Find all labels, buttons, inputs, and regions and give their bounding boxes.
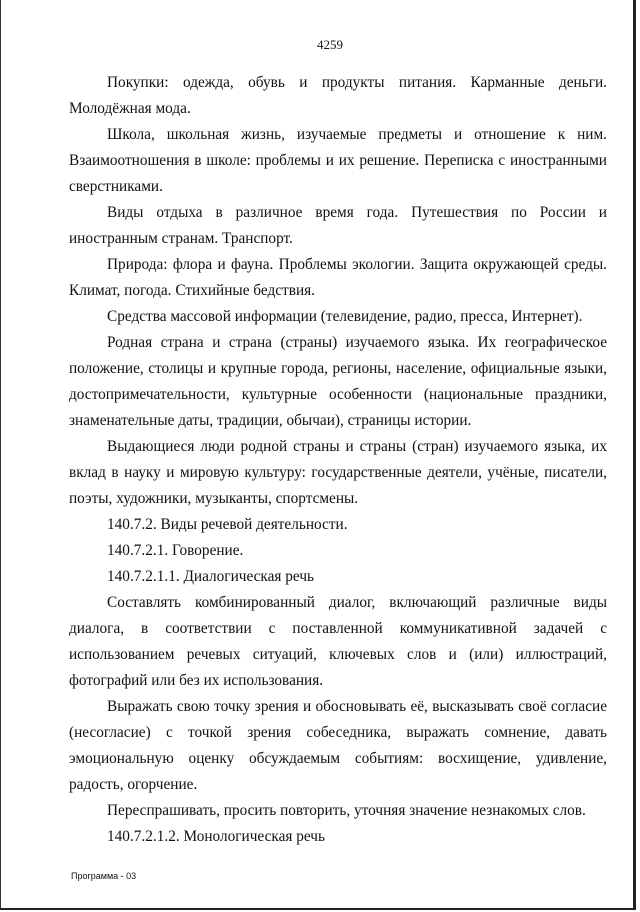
paragraph-famous-people: Выдающиеся люди родной страны и страны (стран) изучаемого языка, их вклад в науку и мировую культуру: государственные деятели, учёные, писатели, поэты, художники, музыканты, спортсмены. (69, 438, 607, 507)
paragraph-country: Родная страна и страна (страны) изучаемого языка. Их географическое положение, столицы и крупные города, регионы, население, официальные языки, достопримечательности, культурные особенности (национальные праздники, знаменательные даты, традиции, обычаи), страницы истории. (69, 334, 607, 429)
paragraph-leisure: Виды отдыха в различное время года. Путешествия по России и иностранным странам. Транспорт. (69, 204, 607, 247)
paragraph-dialogue-opinion: Выражать свою точку зрения и обосновывать её, высказывать своё согласие (несогласие) с точкой зрения собеседника, выражать сомнение, давать эмоциональную оценку обсуждаемым событиям: восхищение, удивление, радость, огорчение. (69, 698, 607, 793)
section-heading-speech-activity: 140.7.2. Виды речевой деятельности. (107, 516, 348, 533)
paragraph-school: Школа, школьная жизнь, изучаемые предметы и отношение к ним. Взаимоотношения в школе: проблемы и их решение. Переписка с иностранными сверстниками. (69, 126, 607, 195)
page-number: 4259 (317, 37, 343, 52)
paragraph-shopping: Покупки: одежда, обувь и продукты питания. Карманные деньги. Молодёжная мода. (69, 74, 607, 117)
paragraph-nature: Природа: флора и фауна. Проблемы экологии. Защита окружающей среды. Климат, погода. Стихийные бедствия. (69, 256, 607, 299)
paragraph-media: Средства массовой информации (телевидение, радио, пресса, Интернет). (107, 308, 583, 325)
section-heading-dialogue: 140.7.2.1.1. Диалогическая речь (107, 568, 315, 585)
paragraph-dialogue-compose: Составлять комбинированный диалог, включающий различные виды диалога, в соответствии с поставленной коммуникативной задачей с использованием речевых ситуаций, ключевых слов и (или) иллюстраций, фотографий или без их использования. (69, 594, 607, 689)
paragraph-dialogue-clarify: Переспрашивать, просить повторить, уточняя значение незнакомых слов. (107, 802, 586, 819)
section-heading-speaking: 140.7.2.1. Говорение. (107, 542, 244, 559)
footer-program-label: Программа - 03 (71, 871, 137, 881)
document-body (69, 70, 607, 850)
section-heading-monologue: 140.7.2.1.2. Монологическая речь (107, 828, 325, 845)
